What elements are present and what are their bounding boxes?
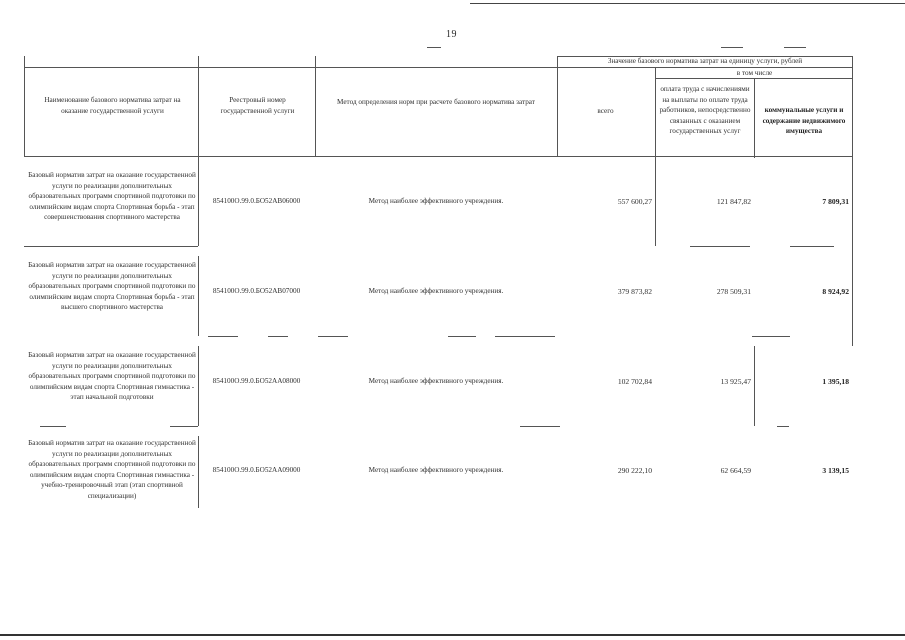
table-border [655, 156, 656, 246]
row-separator [448, 336, 476, 337]
row-separator [790, 246, 834, 247]
page-number: 19 [446, 29, 457, 40]
row-1-registry: 854100О.99.0.БО52АВ06000 [212, 197, 301, 205]
row-2-method: Метод наиболее эффективного учреждения. [368, 287, 504, 295]
row-separator [170, 426, 198, 427]
row-3-method: Метод наиболее эффективного учреждения. [368, 377, 504, 385]
row-3-name: Базовый норматив затрат на оказание государственной услуги по реализации дополнительных образовательных программ спортивной подготовки по олимпийским видам спорта Спортивная гимнастика - этап начальной подготовки [28, 351, 196, 402]
header-salary: оплата труда с начислениями на выплаты по оплате труда работников, непосредственно связанных с оказанием государственных услуг [659, 85, 751, 136]
table-border [655, 67, 656, 157]
row-2-salary: 278 509,31 [716, 287, 751, 296]
header-total: всего [597, 107, 614, 115]
row-separator [495, 336, 555, 337]
header-value-group: Значение базового норматива затрат на единицу услуги, рублей [607, 57, 803, 65]
table-border [754, 78, 755, 158]
header-name: Наименование базового норматива затрат на оказание государственной услуги [44, 96, 181, 115]
row-separator [690, 246, 750, 247]
row-separator [40, 426, 66, 427]
table-border [852, 56, 853, 346]
table-border [754, 346, 755, 426]
table-border [198, 346, 199, 426]
row-separator [520, 426, 560, 427]
row-3-salary: 13 925,47 [720, 377, 751, 386]
top-scan-line [470, 3, 905, 4]
row-4-method: Метод наиболее эффективного учреждения. [368, 466, 504, 474]
row-1-method: Метод наиболее эффективного учреждения. [368, 197, 504, 205]
row-separator [208, 336, 238, 337]
header-dash [721, 47, 743, 48]
row-2-registry: 854100О.99.0.БО52АВ07000 [212, 287, 301, 295]
row-separator [752, 336, 790, 337]
header-dash [784, 47, 806, 48]
header-dash [427, 47, 441, 48]
row-4-total: 290 222,10 [617, 466, 652, 475]
row-3-utilities: 1 395,18 [822, 377, 849, 386]
header-method: Метод определения норм при расчете базового норматива затрат [337, 98, 535, 106]
row-1-utilities: 7 809,31 [822, 197, 849, 206]
table-border [198, 56, 199, 246]
table-border [24, 156, 853, 157]
table-border [24, 56, 25, 156]
row-4-utilities: 3 139,15 [822, 466, 849, 475]
row-4-name: Базовый норматив затрат на оказание государственной услуги по реализации дополнительных образовательных программ спортивной подготовки по олимпийским видам спорта Спортивная гимнастика - учебно-тренировочный этап (этап спортивной специализации) [28, 439, 196, 500]
row-separator [777, 426, 789, 427]
row-1-name: Базовый норматив затрат на оказание государственной услуги по реализации дополнительных образовательных программ спортивной подготовки по олимпийским видам спорта Спортивная борьба - этап совершенствования спортивного мастерства [28, 171, 196, 222]
header-utilities: коммунальные услуги и содержание недвижимого имущества [762, 106, 846, 136]
table-border [198, 256, 199, 336]
header-including: в том числе [736, 69, 773, 77]
row-separator [24, 246, 198, 247]
row-1-salary: 121 847,82 [716, 197, 751, 206]
row-2-utilities: 8 924,92 [822, 287, 849, 296]
row-3-registry: 854100О.99.0.БО52АА08000 [212, 377, 301, 385]
row-4-salary: 62 664,59 [720, 466, 751, 475]
row-1-total: 557 600,27 [617, 197, 652, 206]
row-separator [318, 336, 348, 337]
row-4-registry: 854100О.99.0.БО52АА09000 [212, 466, 301, 474]
row-separator [268, 336, 288, 337]
bottom-scan-line [0, 634, 905, 636]
row-2-name: Базовый норматив затрат на оказание государственной услуги по реализации дополнительных образовательных программ спортивной подготовки по олимпийским видам спорта Спортивная борьба - этап высшего спортивного мастерства [28, 261, 196, 312]
row-2-total: 379 873,82 [617, 287, 652, 296]
row-3-total: 102 702,84 [617, 377, 652, 386]
header-registry: Реестровый номер государственной услуги [220, 96, 295, 115]
